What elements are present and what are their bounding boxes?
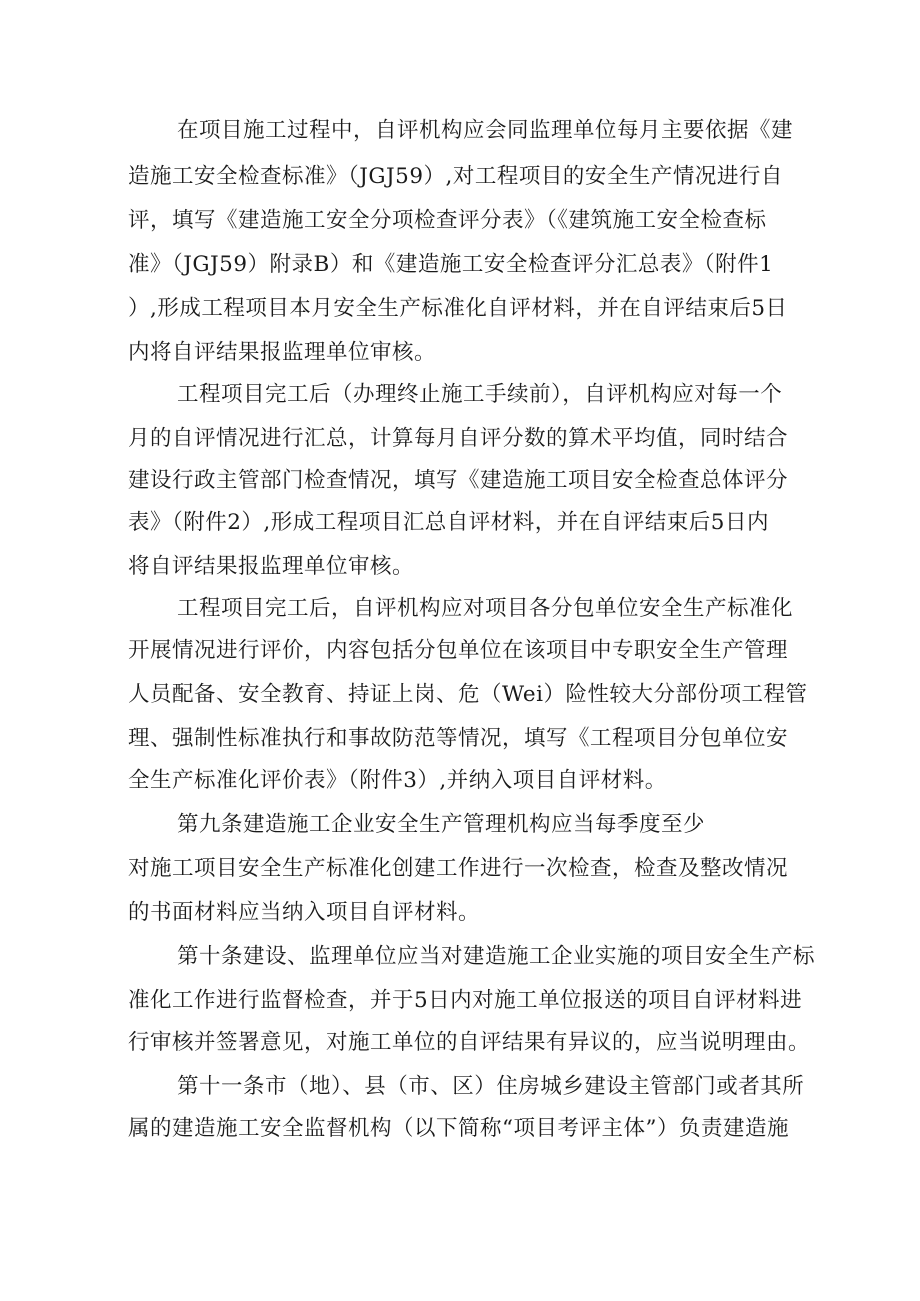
text-line: 开展情况进行评价，内容包括分包单位在该项目中专职安全生产管理 bbox=[128, 638, 789, 663]
text-line: ）,形成工程项目本月安全生产标准化自评材料，并在自评结束后5日 bbox=[128, 296, 788, 321]
text-line: 表》（附件2）,形成工程项目汇总自评材料，并在自评结束后5日内 bbox=[128, 510, 769, 535]
text-line: 评，填写《建造施工安全分项检查评分表》（《建筑施工安全检查标 bbox=[128, 208, 767, 233]
text-line: 第十一条市（地）、县（市、区）住房城乡建设主管部门或者其所 bbox=[177, 1074, 805, 1099]
text-line: 对施工项目安全生产标准化创建工作进行一次检查，检查及整改情况 bbox=[128, 856, 789, 881]
text-line: 全生产标准化评价表》（附件3）,并纳入项目自评材料。 bbox=[128, 768, 667, 793]
text-line: 理、强制性标准执行和事故防范等情况，填写《工程项目分包单位安 bbox=[128, 726, 789, 751]
text-line: 建设行政主管部门检查情况，填写《建造施工项目安全检查总体评分 bbox=[128, 468, 789, 493]
text-line: 第九条建造施工企业安全生产管理机构应当每季度至少 bbox=[177, 812, 706, 837]
text-line: 第十条建设、监理单位应当对建造施工企业实施的项目安全生产标 bbox=[177, 944, 816, 969]
text-line: 在项目施工过程中，自评机构应会同监理单位每月主要依据《建 bbox=[177, 118, 794, 143]
text-line: 造施工安全检查标准》（JGJ59）,对工程项目的安全生产情况进行自 bbox=[128, 164, 783, 189]
text-line: 准》（JGJ59）附录B）和《建造施工安全检查评分汇总表》（附件1 bbox=[128, 252, 774, 277]
text-line: 工程项目完工后（办理终止施工手续前），自评机构应对每一个 bbox=[177, 382, 783, 407]
text-line: 内将自评结果报监理单位审核。 bbox=[128, 340, 437, 365]
text-line: 将自评结果报监理单位审核。 bbox=[128, 554, 415, 579]
text-line: 月的自评情况进行汇总，计算每月自评分数的算术平均值，同时结合 bbox=[128, 426, 789, 451]
text-line: 属的建造施工安全监督机构（以下简称“项目考评主体”）负责建造施 bbox=[128, 1116, 789, 1141]
text-line: 准化工作进行监督检查，并于5日内对施工单位报送的项目自评材料进 bbox=[128, 988, 803, 1013]
text-line: 的书面材料应当纳入项目自评材料。 bbox=[128, 900, 481, 925]
text-line: 工程项目完工后，自评机构应对项目各分包单位安全生产标准化 bbox=[177, 596, 794, 621]
text-line: 行审核并签署意见，对施工单位的自评结果有异议的，应当说明理由。 bbox=[128, 1030, 811, 1055]
text-line: 人员配备、安全教育、持证上岗、危（Wei）险性较大分部份项工程管 bbox=[128, 682, 808, 707]
